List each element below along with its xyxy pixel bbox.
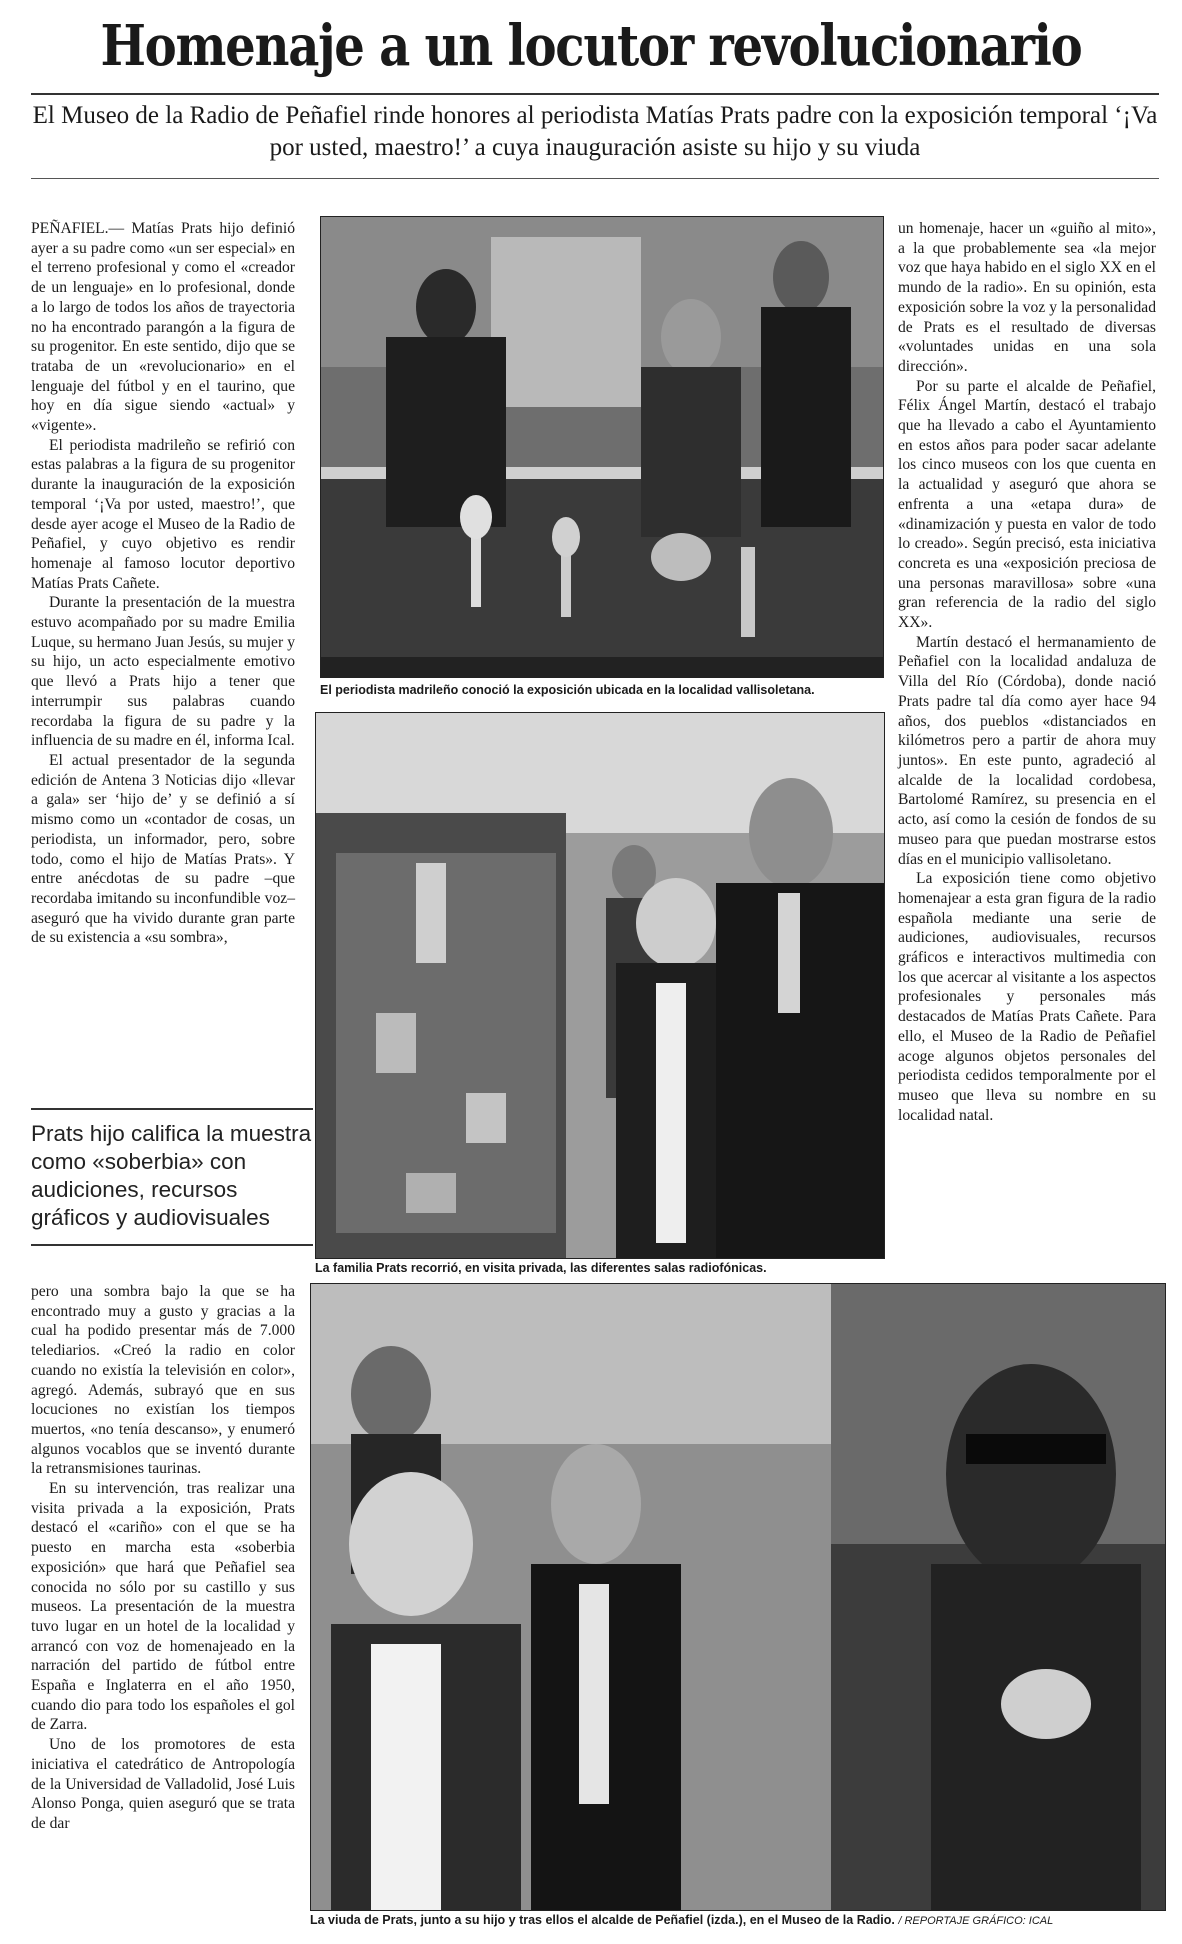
photo-widow-and-son: [310, 1283, 1166, 1911]
paragraph: pero una sombra bajo la que se ha encontrado muy a gusto y gracias a la cual ha podido presentar más de 7.000 telediarios. «Creó la radio en color cuando no existía la televisión en color», agregó. Además, subrayó que en sus locuciones no existían los tiempos muertos, «no tenía descanso», y enumeró algunos vocablos que se inventó durante la retransmisiones taurinas.: [31, 1283, 295, 1478]
paragraph: El actual presentador de la segunda edición de Antena 3 Noticias dijo «llevar a gala» ser ‘hijo de’ y se definió a sí mismo como un «contador de cosas, un periodista, un informador, pero, sobre todo, como el hijo de Matías Prats». Y entre anécdotas de su padre –que recordaba imitando su inconfundible voz– aseguró que ha vivido durante gran parte de su existencia a «su sombra»,: [31, 751, 295, 947]
subheadline: El Museo de la Radio de Peñafiel rinde honores al periodista Matías Prats padre con la exposición temporal ‘¡Va por usted, maestro!’ a cuya inauguración asiste su hijo y su viuda: [32, 102, 1158, 161]
pull-quote: Prats hijo califica la muestra como «soberbia» con audiciones, recursos gráficos y audiovisuales: [31, 1108, 313, 1246]
paragraph: Martín destacó el hermanamiento de Peñafiel con la localidad andaluza de Villa del Río (Córdoba), donde nació Prats padre tal día como ayer hace 94 años, dos pueblos «distanciados en kilómetros pero a partir de ahora muy juntos». En este punto, agradeció al alcalde de la localidad cordobesa, Bartolomé Ramírez, su presencia en el acto, así como la cesión de fondos de su museo para que puedan mostrarse estos días en el municipio vallisoletano.: [898, 633, 1156, 868]
paragraph: Por su parte el alcalde de Peñafiel, Félix Ángel Martín, destacó el trabajo que ha llevado a cabo el Ayuntamiento en estos años para poder sacar adelante los cinco museos con los que cuenta en la actualidad y aseguró que ahora se enfrenta a una «etapa dura» de «dinamización y puesta en valor de todo lo creado». Según precisó, esta iniciativa concreta es una «exposición preciosa de una personas maravillosa» sobre «una gran referencia de la radio del siglo XX».: [898, 377, 1156, 632]
headline: Homenaje a un locutor revolucionario: [100, 13, 1082, 79]
photo-credit: / REPORTAJE GRÁFICO: ICAL: [898, 1915, 1054, 1927]
column-1-text: [31, 219, 295, 948]
paragraph: La exposición tiene como objetivo homenajear a esta gran figura de la radio española mediante una serie de audiciones, audiovisuales, recursos gráficos e interactivos multimedia con los que acercar al visitante a los aspectos profesionales y personales más destacados de Matías Prats Cañete. Para ello, el Museo de la Radio de Peñafiel acoge algunos objetos personales del periodista cedidos temporalmente por el museo que lleva su nombre en su localidad natal.: [898, 870, 1156, 1124]
paragraph: Uno de los promotores de esta iniciativa el catedrático de Antropología de la Universidad de Valladolid, José Luis Alonso Ponga, quien aseguró que se trata de dar: [31, 1736, 295, 1832]
paragraph: En su intervención, tras realizar una visita privada a la exposición, Prats destacó el «cariño» con el que se ha puesto en marcha esta «soberbia exposición» que hará que Peñafiel sea conocida no sólo por su castillo y sus museos. La presentación de la muestra tuvo lugar en un hotel de la localidad y arrancó con voz de homenajeado en la narración del partido de fútbol entre España e Inglaterra en el año 1950, cuando dio para todo los españoles el gol de Zarra.: [31, 1480, 295, 1734]
dateline: PEÑAFIEL.—: [31, 220, 125, 237]
paragraph: Durante la presentación de la muestra estuvo acompañado por su madre Emilia Luque, su hermano Juan Jesús, su mujer y su hijo, un acto especialmente emotivo que llevó a Prats hijo a tener que interrumpir sus palabras cuando recordaba la figura de su padre y la influencia de su madre en él, informa Ical.: [31, 594, 295, 750]
headline-rule: [31, 93, 1159, 95]
photo-3-caption: [310, 1912, 1053, 1929]
paragraph: [31, 219, 295, 436]
column-3-text: [898, 219, 1156, 1125]
photo-1-caption: El periodista madrileño conoció la exposición ubicada en la localidad vallisoletana.: [320, 683, 815, 697]
photo-exhibition-visit: [320, 216, 884, 678]
photo-2-caption: La familia Prats recorrió, en visita privada, las diferentes salas radiofónicas.: [315, 1261, 767, 1275]
paragraph: un homenaje, hacer un «guiño al mito», a la que probablemente sea «la mejor voz que haya habido en el siglo XX en el mundo de la radio». En su opinión, esta exposición sobre la voz y la personalidad de Prats es el resultado de diversas «voluntades unidas en una sola dirección».: [898, 220, 1156, 375]
paragraph: El periodista madrileño se refirió con estas palabras a la figura de su progenitor durante la inauguración de la exposición temporal ‘¡Va por usted, maestro!’, que desde ayer acoge el Museo de la Radio de Peñafiel, y cuyo objetivo es rendir homenaje al famoso locutor deportivo Matías Prats Cañete.: [31, 436, 295, 592]
photo-family-visit: [315, 712, 885, 1259]
paragraph-text: Matías Prats hijo definió ayer a su padre como «un ser especial» en el terreno profesional y como el «creador de un lenguaje» en lo profesional, donde a lo largo de todos los años de trayectoria no ha encontrado parangón a la figura de su progenitor. En este sentido, dijo que se trataba de un «revolucionario» en el lenguaje del fútbol y en el taurino, que hoy en día sigue siendo «actual» y «vigente».: [31, 220, 295, 435]
subhead-rule: [31, 178, 1159, 179]
photo-3-caption-text: La viuda de Prats, junto a su hijo y tras ellos el alcalde de Peñafiel (izda.), en el Museo de la Radio.: [310, 1913, 895, 1927]
column-1-continued-text: [31, 1282, 295, 1834]
